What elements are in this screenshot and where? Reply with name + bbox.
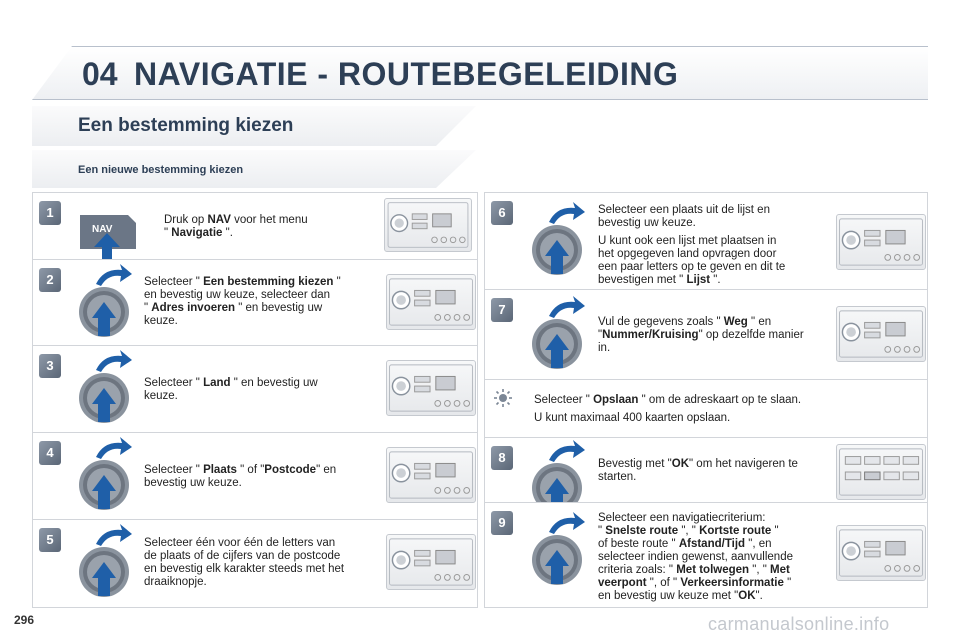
rotary-knob-icon: [74, 348, 134, 430]
section-title: Een bestemming kiezen: [78, 115, 294, 136]
step-9-text: Selecteer een navigatiecriterium: " Snelste route ", " Kortste route " of beste route " Afstand/Tijd ", en selecteer indien gewenst, aanvullende criteria zoals: " Met tolwegen ", " Met veerpont ", of " Verkeersinformatie " en bevestig uw keuze met "OK".: [598, 512, 793, 602]
step-number-badge: 3: [39, 354, 61, 378]
radio-panel-image: [386, 447, 476, 503]
radio-panel-image: [386, 360, 476, 416]
rotary-knob-icon: [527, 438, 587, 502]
radio-panel-image: [836, 444, 926, 500]
tip-light-icon: [493, 388, 513, 408]
tip-text: Selecteer " Opslaan " om de adreskaart op te slaan. U kunt maximaal 400 kaarten opslaan.: [534, 394, 802, 424]
rotary-knob-icon: [527, 510, 587, 592]
radio-panel-image: [836, 214, 926, 270]
step-8-text: Bevestig met "OK" om het navigeren te starten.: [598, 458, 798, 483]
step-number-badge: 2: [39, 268, 61, 292]
step-number-badge: 8: [491, 446, 513, 470]
rotary-knob-icon: [74, 522, 134, 604]
page-number: 296: [14, 613, 35, 627]
watermark: carmanualsonline.info: [708, 614, 890, 634]
step-1-text: Druk op NAV voor het menu " Navigatie ".: [164, 214, 308, 239]
step-number-badge: 6: [491, 201, 513, 225]
subsection-title: Een nieuwe bestemming kiezen: [78, 164, 244, 176]
chapter-number: 04: [82, 56, 118, 92]
step-number-badge: 5: [39, 528, 61, 552]
step-number-badge: 1: [39, 201, 61, 225]
rotary-knob-icon: [527, 294, 587, 376]
nav-key-label: NAV: [92, 224, 113, 235]
rotary-knob-icon: [74, 435, 134, 517]
step-number-badge: 4: [39, 441, 61, 465]
step-number-badge: 7: [491, 298, 513, 322]
step-5-text: Selecteer één voor één de letters van de plaats of de cijfers van de postcode en bevestig elk karakter steeds met het draaiknopje.: [144, 537, 345, 588]
radio-panel-image: [384, 198, 472, 252]
rotary-knob-icon: [74, 262, 134, 344]
step-2-text: Selecteer " Een bestemming kiezen " en bevestig uw keuze, selecteer dan " Adres invoeren " en bevestig uw keuze.: [144, 276, 341, 327]
radio-panel-image: [836, 306, 926, 362]
step-4-text: Selecteer " Plaats " of "Postcode" en bevestig uw keuze.: [144, 464, 337, 489]
step-3-text: Selecteer " Land " en bevestig uw keuze.: [144, 377, 318, 402]
radio-panel-image: [386, 274, 476, 330]
chapter-title: NAVIGATIE - ROUTEBEGELEIDING: [134, 56, 679, 92]
step-6-text: Selecteer een plaats uit de lijst en bevestig uw keuze. U kunt ook een lijst met plaatsen in het opgegeven land opvragen door een paar letters op te geven en dit te bevestigen met " Lijst ".: [598, 204, 786, 286]
radio-panel-image: [386, 534, 476, 590]
radio-panel-image: [836, 525, 926, 581]
step-number-badge: 9: [491, 511, 513, 535]
rotary-knob-icon: [527, 200, 587, 282]
step-7-text: Vul de gegevens zoals " Weg " en "Nummer/Kruising" op dezelfde manier in.: [598, 316, 804, 354]
